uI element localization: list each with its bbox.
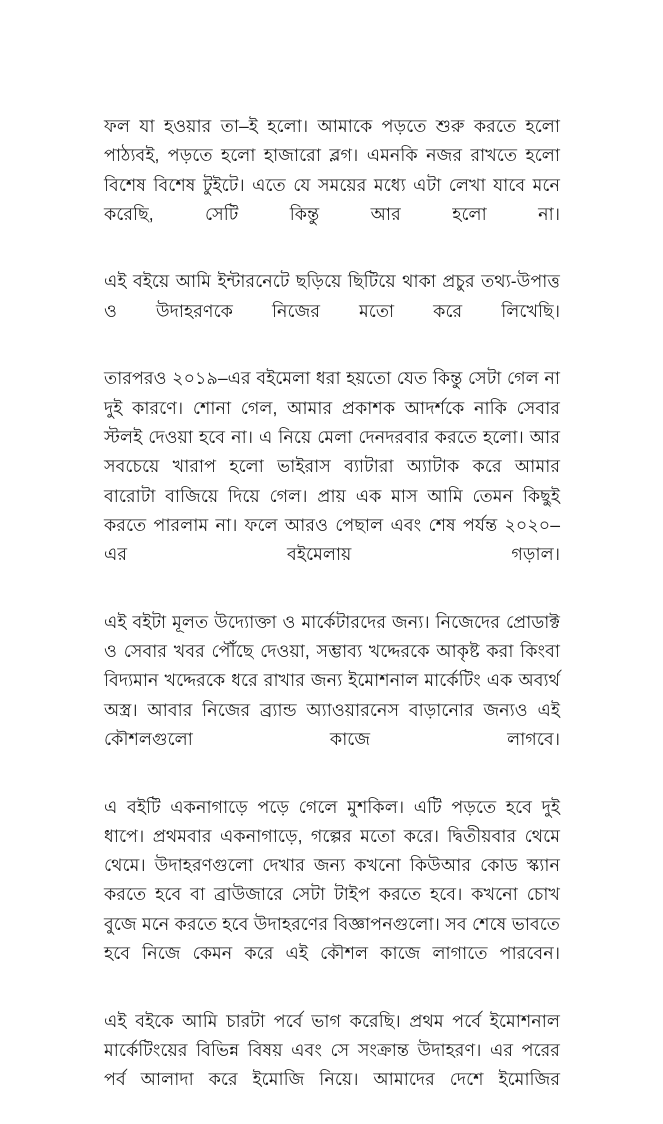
body-paragraph: তারপরও ২০১৯–এর বইমেলা ধরা হয়তো যেত কিন্তু সেটা গেল না দুই কারণে। শোনা গেল, আমার প্রকাশক আদর্শকে নাকি সেবার স্টলই দেওয়া হবে না। এ নিয়ে মেলা দেনদরবার করতে হলো। আর সবচেয়ে খারাপ হলো ভাইরাস ব্যাটারা অ্যাটাক করে আমার বারোটা বাজিয়ে দিয়ে গেল। প্রায় এক মাস আমি তেমন কিছুই করতে পারলাম না। ফলে আরও পেছাল এবং শেষ পর্যন্ত ২০২০–এর বইমেলায় গড়াল। bbox=[104, 368, 560, 565]
body-paragraph: এ বইটি একনাগাড়ে পড়ে গেলে মুশকিল। এটি পড়তে হবে দুই ধাপে। প্রথমবার একনাগাড়ে, গল্পের মতো করে। দ্বিতীয়বার থেমে থেমে। উদাহরণগুলো দেখার জন্য কখনো কিউআর কোড স্ক্যান করতে হবে বা ব্রাউজারে সেটা টাইপ করতে হবে। কখনো চোখ বুজে মনে করতে হবে উদাহরণের বিজ্ঞাপনগুলো। সব শেষে ভাবতে হবে নিজে কেমন করে এই কৌশল কাজে লাগাতে পারবেন। bbox=[104, 796, 560, 964]
body-text-block bbox=[104, 112, 560, 1124]
body-paragraph: এই বইটা মূলত উদ্যোক্তা ও মার্কেটারদের জন্য। নিজেদের প্রোডাক্ট ও সেবার খবর পৌঁছে দেওয়া, সম্ভাব্য খদ্দেরকে আকৃষ্ট করা কিংবা বিদ্যমান খদ্দেরকে ধরে রাখার জন্য ইমোশনাল মার্কেটিং এক অব্যর্থ অস্ত্র। আবার নিজের ব্র্যান্ড অ্যাওয়ারনেস বাড়ানোর জন্যও এই কৌশলগুলো কাজে লাগবে। bbox=[104, 611, 560, 749]
body-paragraph: এই বইয়ে আমি ইন্টারনেটে ছড়িয়ে ছিটিয়ে থাকা প্রচুর তথ্য-উপাত্ত ও উদাহরণকে নিজের মতো করে লিখেছি। bbox=[104, 271, 560, 321]
body-paragraph: এই বইকে আমি চারটা পর্বে ভাগ করেছি। প্রথম পর্বে ইমোশনাল মার্কেটিংয়ের বিভিন্ন বিষয় এবং সে সংক্রান্ত উদাহরণ। এর পরের পর্ব আলাদা করে ইমোজি নিয়ে। আমাদের দেশে ইমোজির bbox=[104, 1010, 560, 1090]
body-paragraph: ফল যা হওয়ার তা–ই হলো। আমাকে পড়তে শুরু করতে হলো পাঠ্যবই, পড়তে হলো হাজারো ব্লগ। এমনকি নজর রাখতে হলো বিশেষ বিশেষ টুইটে। এতে যে সময়ের মধ্যে এটা লেখা যাবে মনে করেছি, সেটি কিন্তু আর হলো না। bbox=[104, 116, 560, 224]
